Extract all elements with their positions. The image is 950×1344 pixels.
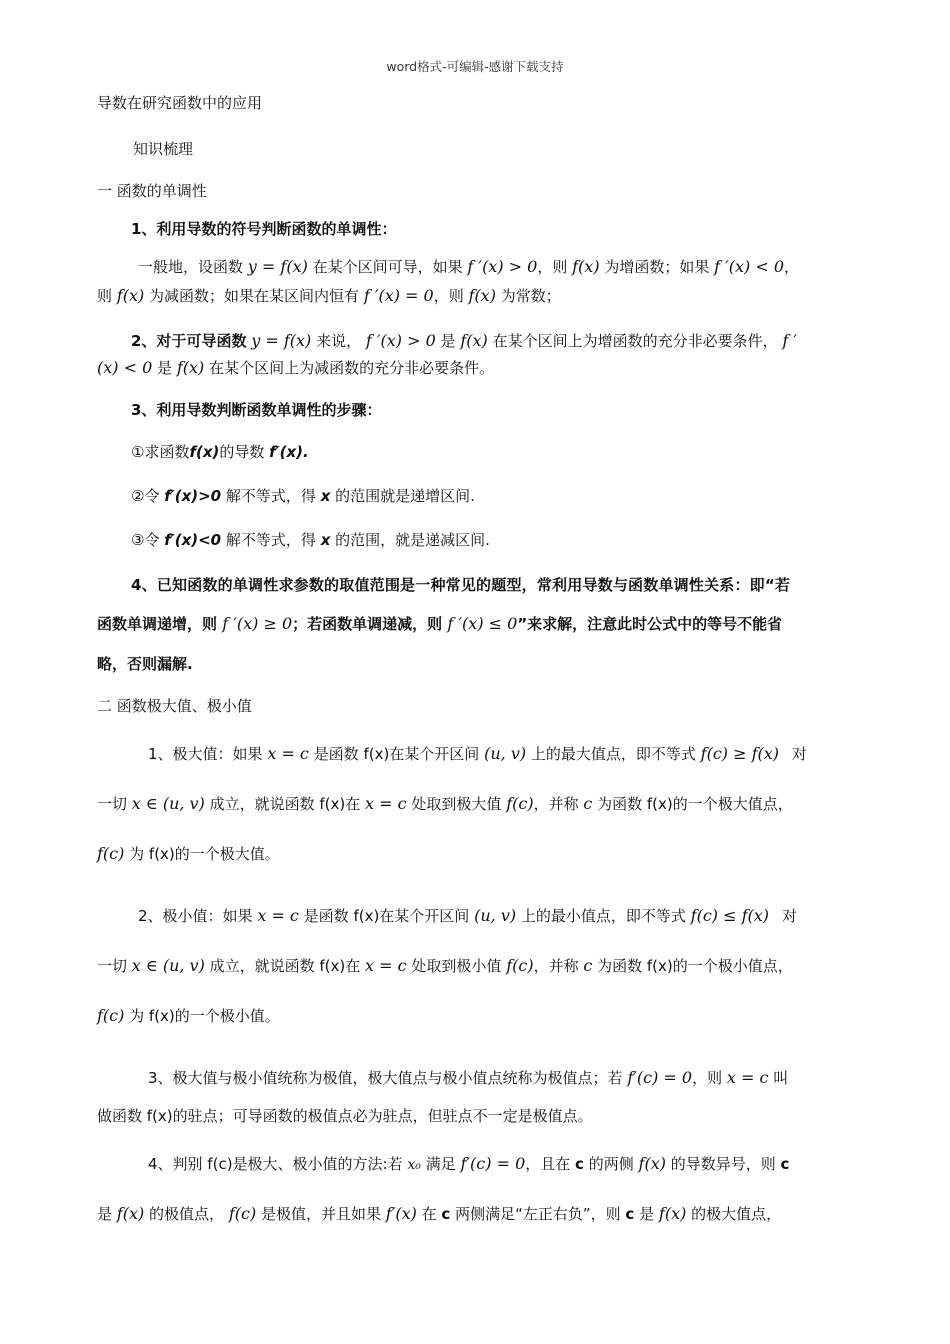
criterion-line2: 是 f(x) 的极值点， f(c) 是极值，并且如果 f′(x) 在 c 两侧满足“左正右负”，则 c 是 f(x) 的极大值点， xyxy=(97,1204,782,1223)
min-line3: f(c) 为 f(x)的一个极小值。 xyxy=(97,1006,280,1025)
item2-line2: (x) < 0 是 f(x) 在某个区间上为减函数的充分非必要条件。 xyxy=(97,358,495,377)
extrema-def-line2: 做函数 f(x)的驻点；可导函数的极值点必为驻点，但驻点不一定是极值点。 xyxy=(97,1107,593,1125)
min-line1: 2、极小值：如果 x = c 是函数 f(x)在某个开区间 (u, v) 上的最小值点，即不等式 f(c) ≤ f(x) 对 xyxy=(138,906,797,925)
step-1: ①求函数f(x)的导数 f′(x). xyxy=(131,443,309,461)
item4-line3: 略，否则漏解. xyxy=(97,655,193,673)
step-2: ②令 f′(x)>0 解不等式，得 x 的范围就是递增区间. xyxy=(131,487,475,505)
item1-title: 1、利用导数的符号判断函数的单调性： xyxy=(131,220,397,238)
item4-line2: 函数单调递增，则 f ′(x) ≥ 0；若函数单调递减，则 f ′(x) ≤ 0”来求解，注意此时公式中的等号不能省 xyxy=(97,614,783,633)
max-line1: 1、极大值：如果 x = c 是函数 f(x)在某个开区间 (u, v) 上的最大值点，即不等式 f(c) ≥ f(x) 对 xyxy=(148,744,807,763)
max-line2: 一切 x ∈ (u, v) 成立，就说函数 f(x)在 x = c 处取到极大值 f(c)，并称 c 为函数 f(x)的一个极大值点， xyxy=(97,794,793,813)
heading-monotonicity: 一 函数的单调性 xyxy=(97,182,207,200)
section-subtitle: 知识梳理 xyxy=(133,140,194,158)
step-3: ③令 f′(x)<0 解不等式，得 x 的范围，就是递减区间. xyxy=(131,531,490,549)
item2-line1: 2、对于可导函数 y = f(x) 来说， f ′(x) > 0 是 f(x) 在某个区间上为增函数的充分非必要条件， f ′ xyxy=(131,331,797,350)
criterion-line1: 4、判别 f(c)是极大、极小值的方法:若 x₀ 满足 f′(c) = 0，且在 c 的两侧 f(x) 的导数异号，则 c xyxy=(148,1154,790,1173)
extrema-def-line1: 3、极大值与极小值统称为极值，极大值点与极小值点统称为极值点；若 f′(c) = 0，则 x = c 叫 xyxy=(148,1068,789,1087)
max-line3: f(c) 为 f(x)的一个极大值。 xyxy=(97,844,280,863)
item4-line1: 4、已知函数的单调性求参数的取值范围是一种常见的题型，常利用导数与函数单调性关系：即“若 xyxy=(131,576,791,594)
item1-line1: 一般地，设函数 y = f(x) 在某个区间可导，如果 f ′(x) > 0，则 f(x) 为增函数；如果 f ′(x) < 0， xyxy=(138,257,800,276)
heading-extrema: 二 函数极大值、极小值 xyxy=(97,697,252,715)
document-title: 导数在研究函数中的应用 xyxy=(97,94,263,112)
min-line2: 一切 x ∈ (u, v) 成立，就说函数 f(x)在 x = c 处取到极小值 f(c)，并称 c 为函数 f(x)的一个极小值点， xyxy=(97,956,793,975)
item1-line2: 则 f(x) 为减函数；如果在某区间内恒有 f ′(x) = 0，则 f(x) 为常数； xyxy=(97,286,561,305)
item3-title: 3、利用导数判断函数单调性的步骤： xyxy=(131,401,382,419)
page-header: word格式-可编辑-感谢下载支持 xyxy=(386,59,564,74)
